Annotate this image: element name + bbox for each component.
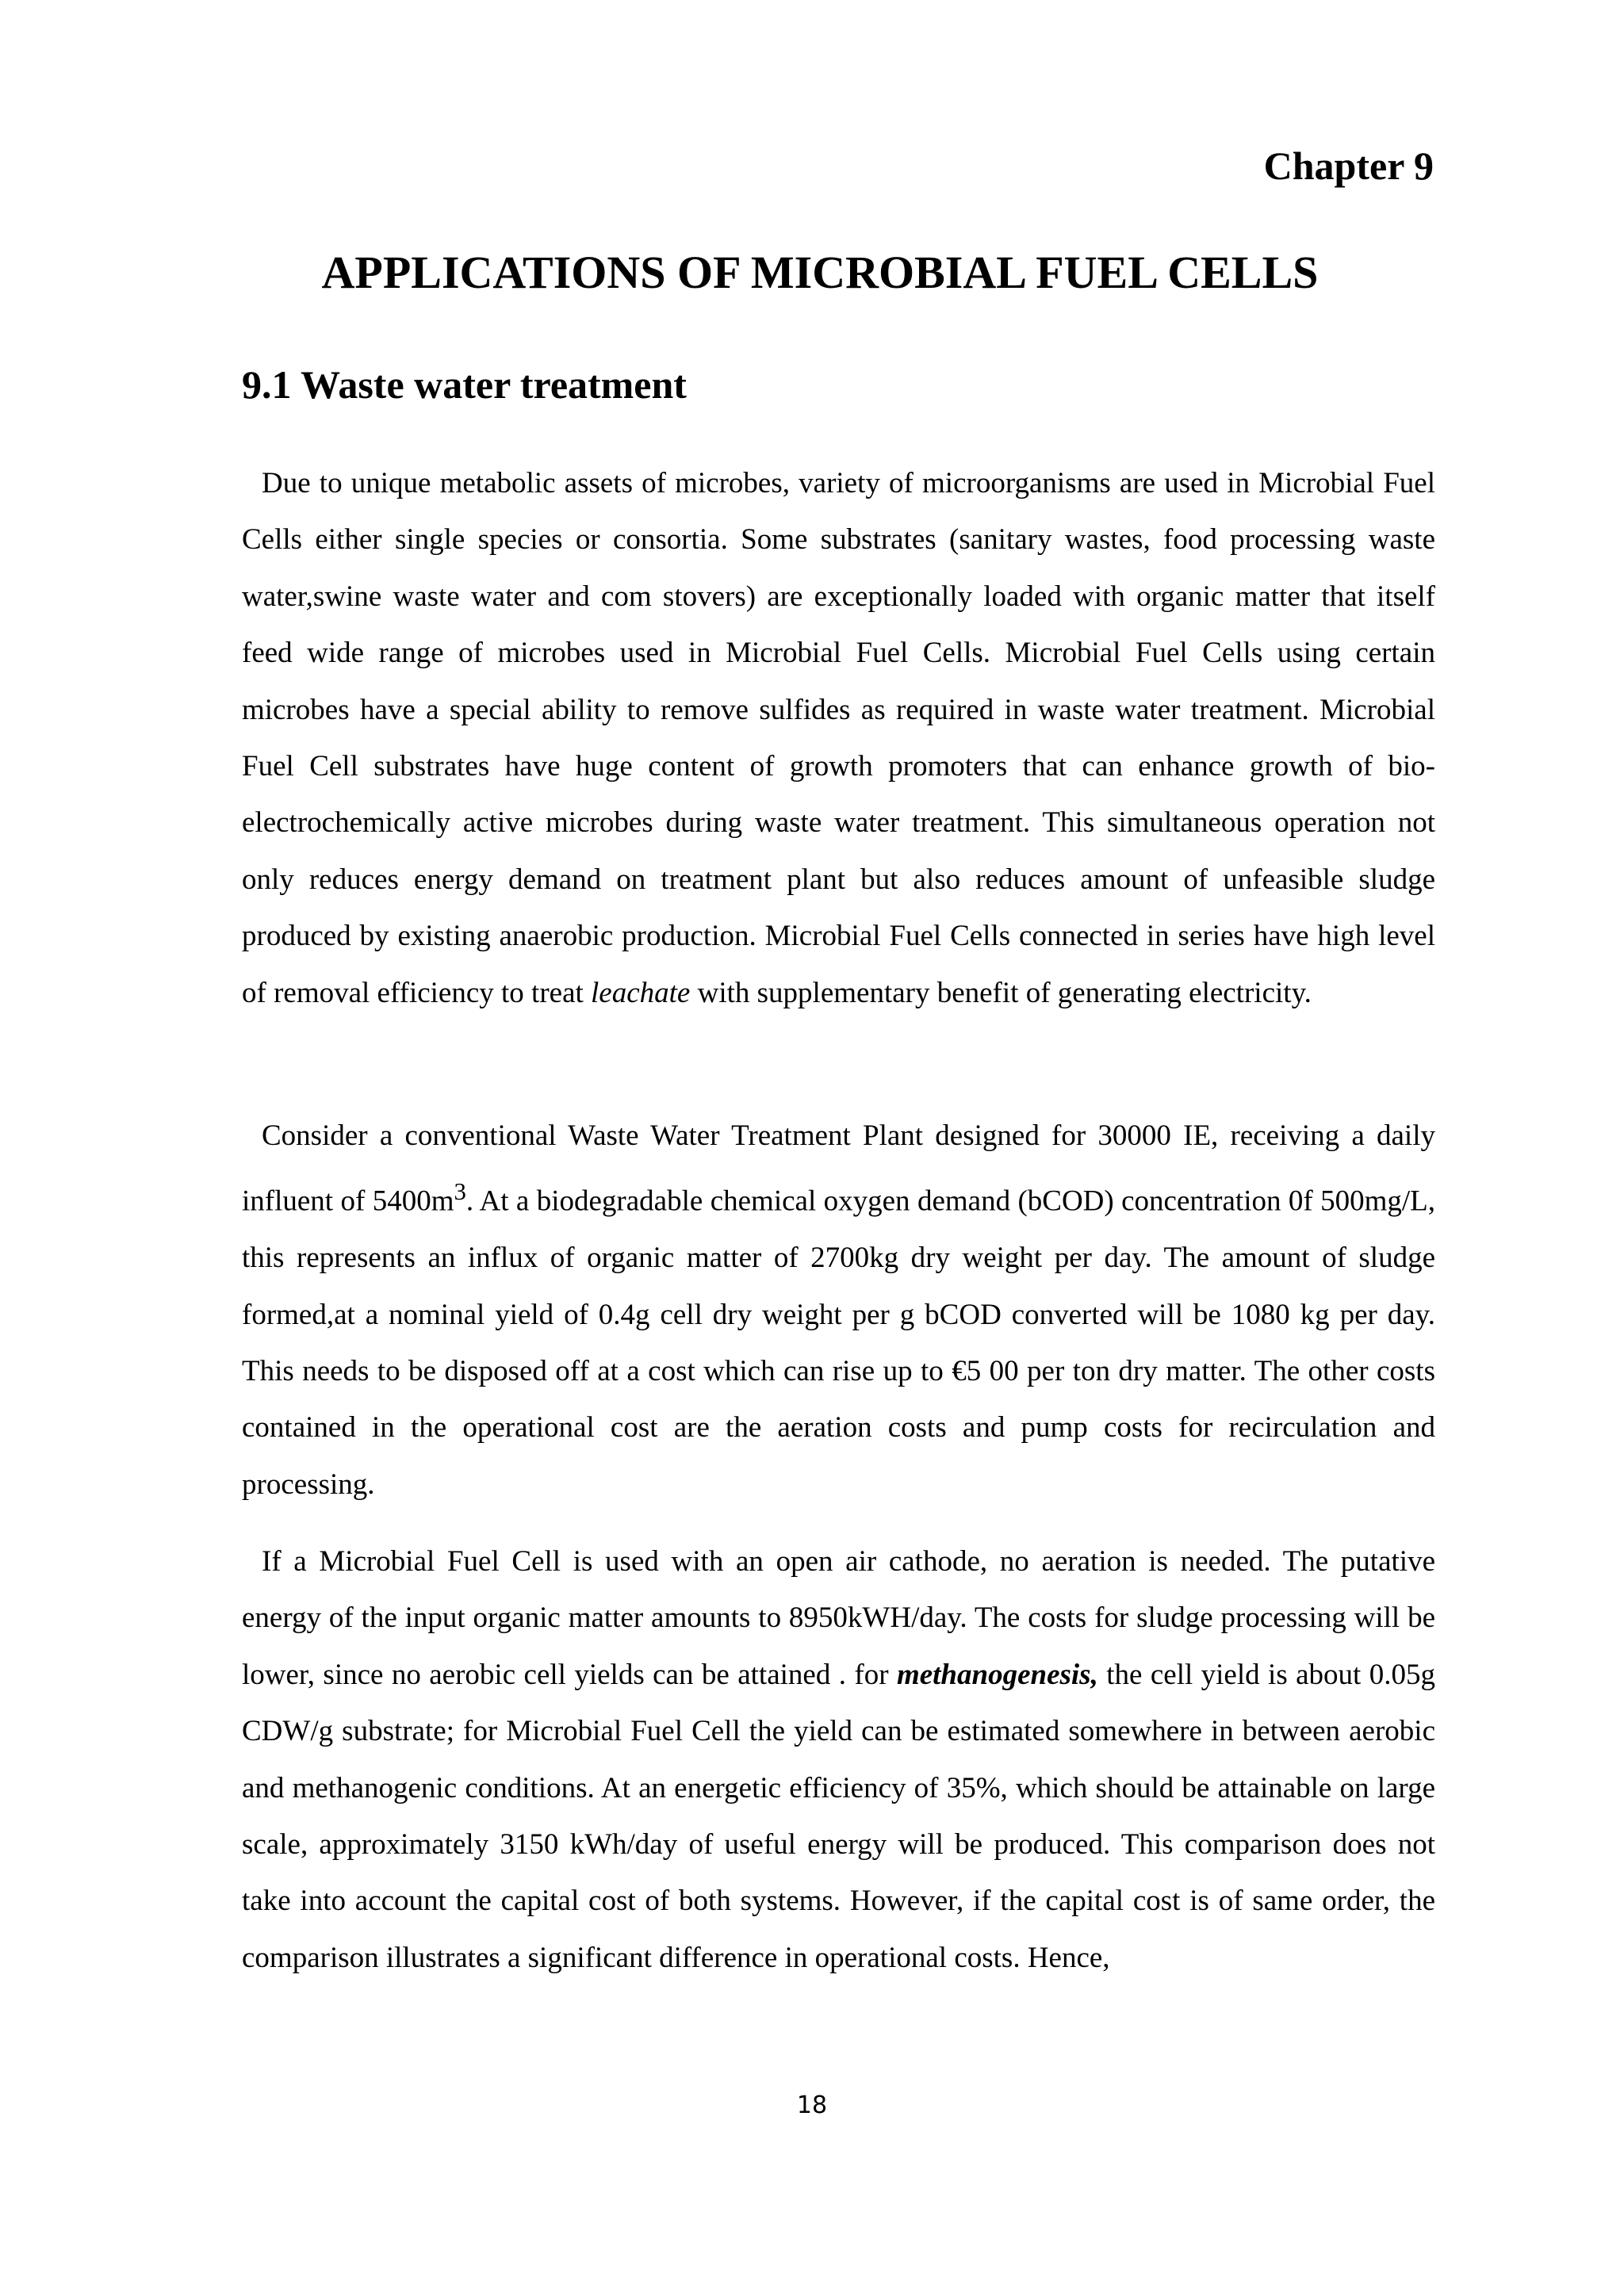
paragraph-3-text-b: the cell yield is about 0.05g CDW/g substrate; for Microbial Fuel Cell the yield can be estimated somewhere in between aerobic and methanogenic conditions. At an energetic efficiency of 35%, which should be attainable on large scale, approximately 3150 kWh/day of useful energy will be produced. This comparison does not take into account the capital cost of both systems. However, if the capital cost is of same order, the comparison illustrates a significant difference in operational costs. Hence, [242,1658,1435,1974]
paragraph-3-bold-italic-term: methanogenesis, [896,1658,1098,1691]
chapter-title: APPLICATIONS OF MICROBIAL FUEL CELLS [321,247,1319,298]
section-heading: 9.1 Waste water treatment [242,362,687,407]
paragraph-2-text-b: . At a biodegradable chemical oxygen demand (bCOD) concentration 0f 500mg/L, this represents an influx of organic matter of 2700kg dry weight per day. The amount of sludge formed,at a nominal yield of 0.4g cell dry weight per g bCOD converted will be 1080 kg per day. This needs to be disposed off at a cost which can rise up to €5 00 per ton dry matter. The other costs contained in the operational cost are the aeration costs and pump costs for recirculation and processing. [242,1184,1435,1501]
paragraph-2-superscript: 3 [454,1178,466,1206]
page-number: 18 [796,2091,828,2119]
paragraph-1-italic-term: leachate [591,976,691,1009]
paragraph-3 [242,1533,1435,1986]
chapter-label: Chapter 9 [1263,144,1434,188]
paragraph-1-text-a: Due to unique metabolic assets of microbes, variety of microorganisms are used in Microbial Fuel Cells either single species or consortia. Some substrates (sanitary wastes, food processing waste water,swine waste water and com stovers) are exceptionally loaded with organic matter that itself feed wide range of microbes used in Microbial Fuel Cells. Microbial Fuel Cells using certain microbes have a special ability to remove sulfides as required in waste water treatment. Microbial Fuel Cell substrates have huge content of growth promoters that can enhance growth of bio-electrochemically active microbes during waste water treatment. This simultaneous operation not only reduces energy demand on treatment plant but also reduces amount of unfeasible sludge produced by existing anaerobic production. Microbial Fuel Cells connected in series have high level of removal efficiency to treat [242,467,1435,1009]
paragraph-3-text-a: If a Microbial Fuel Cell is used with an open air cathode, no aeration is needed. The putative energy of the input organic matter amounts to 8950kWH/day. The costs for sludge processing will be lower, since no aerobic cell yields can be attained . for [242,1545,1435,1691]
paragraph-1-text-b: with supplementary benefit of generating electricity. [690,976,1312,1009]
paragraph-1 [242,455,1435,1021]
paragraph-2-text-a: Consider a conventional Waste Water Treatment Plant designed for 30000 IE, receiving a daily influent of 5400m [242,1119,1435,1218]
paragraph-2 [242,1108,1435,1513]
